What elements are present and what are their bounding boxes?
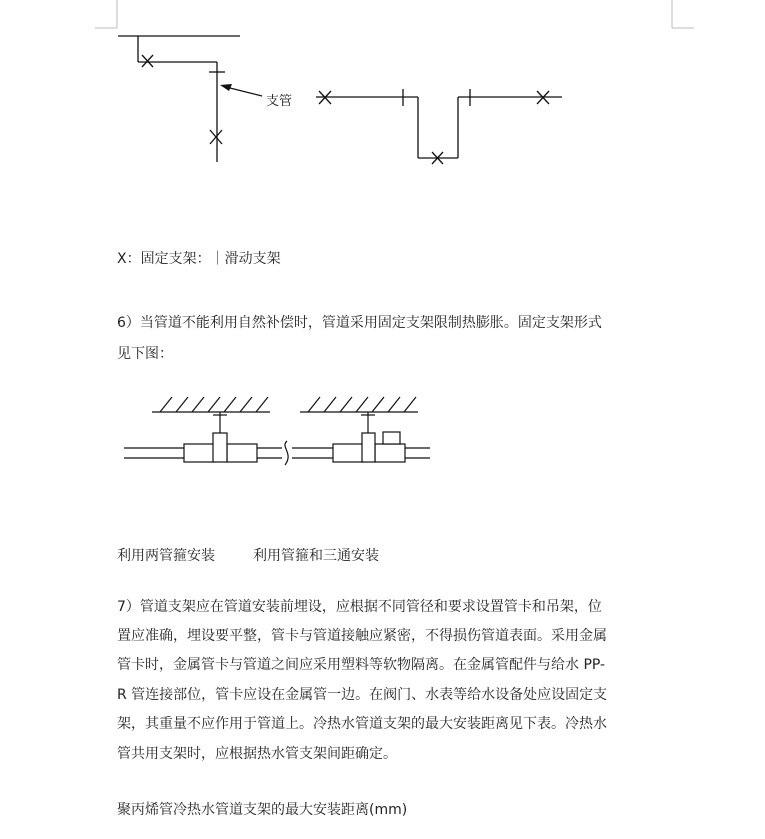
- table-title: 聚丙烯管冷热水管道支架的最大安装距离(mm): [117, 802, 408, 818]
- para6-line-2: 见下图：: [117, 346, 173, 362]
- fig2-caption-left: 利用两管箍安装: [117, 548, 215, 564]
- para7-line-1: 7）管道支架应在管道安装前埋设，应根据不同管径和要求设置管卡和吊架，位: [117, 599, 602, 615]
- fixed-support-diagram: [0, 385, 765, 485]
- pipe-support-diagram: [0, 0, 765, 180]
- branch-pipe-label: 支管: [266, 94, 293, 109]
- para7-line-2: 置应准确，埋设要平整，管卡与管道接触应紧密，不得损伤管道表面。采用金属: [117, 628, 607, 644]
- para6-line-1: 6）当管道不能利用自然补偿时，管道采用固定支架限制热膨胀。固定支架形式: [117, 315, 602, 331]
- para7-line-5: 架，其重量不应作用于管道上。冷热水管道支架的最大安装距离见下表。冷热水: [117, 716, 607, 732]
- para7-line-3: 管卡时，金属管卡与管道之间应采用塑料等软物隔离。在金属管配件与给水 PP-: [117, 657, 606, 673]
- para7-line-4: R 管连接部位，管卡应设在金属管一边。在阀门、水表等给水设备处应设固定支: [117, 687, 608, 703]
- fig2-caption-right: 利用管箍和三通安装: [253, 548, 379, 564]
- para7-line-6: 管共用支架时，应根据热水管支架间距确定。: [117, 746, 397, 762]
- support-legend: X：固定支架：｜滑动支架: [117, 251, 281, 267]
